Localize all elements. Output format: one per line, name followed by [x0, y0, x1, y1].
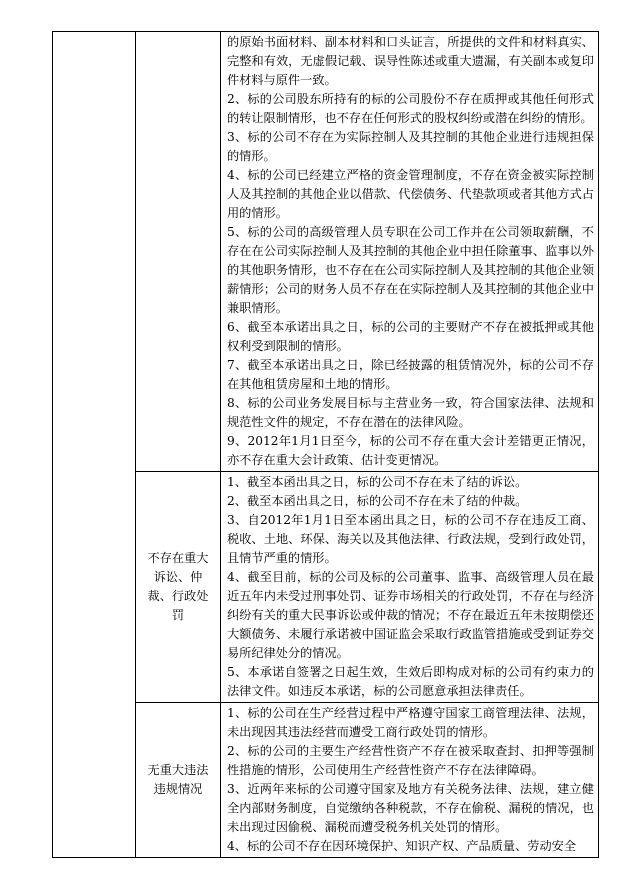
paragraph: 4、标的公司已经建立严格的资金管理制度，不存在资金被实际控制人及其控制的其他企业以借款、代偿债务、代垫款项或者其他方式占用的情形。 — [227, 168, 594, 220]
paragraph: 7、截至本承诺出具之日，除已经披露的租赁情况外，标的公司不存在其他租赁房屋和土地的情形。 — [227, 358, 594, 391]
paragraph: 1、截至本函出具之日，标的公司不存在未了结的诉讼。 — [227, 475, 528, 489]
paragraph: 2、标的公司的主要生产经营性资产不存在被采取查封、扣押等强制性措施的情形，公司使用生产经营性资产不存在法律障碍。 — [227, 744, 594, 777]
paragraph: 8、标的公司业务发展目标与主营业务一致，符合国家法律、法规和规范性文件的规定，不存在潜在的法律风险。 — [227, 396, 594, 429]
paragraph: 4、截至目前，标的公司及标的公司董事、监事、高级管理人员在最近五年内未受过刑事处罚、证券市场相关的行政处罚，不存在与经济纠纷有关的重大民事诉讼或仲裁的情况；不存在最近五年未按期偿还大额债务、未履行承诺被中国证监会采取行政监管措施或受到证券交易所纪律处分的情况。 — [227, 570, 594, 660]
party-cell — [53, 32, 136, 858]
paragraph: 3、近两年来标的公司遵守国家及地方有关税务法律、法规，建立健全内部财务制度，自觉缴纳各种税款，不存在偷税、漏税的情况，也未出现过因偷税、漏税而遭受税务机关处罚的情形。 — [227, 782, 594, 834]
paragraph: 2、截至本函出具之日，标的公司不存在未了结的仲裁。 — [227, 494, 528, 508]
category-label-violations: 无重大违法违规情况 — [136, 703, 221, 858]
commitment-content-cell — [221, 703, 599, 858]
paragraph: 3、自2012年1月1日至本函出具之日，标的公司不存在违反工商、税收、土地、环保、海关以及其他法律、行政法规，受到行政处罚，且情节严重的情形。 — [227, 513, 594, 565]
category-label-litigation: 不存在重大诉讼、仲裁、行政处罚 — [136, 472, 221, 703]
paragraph: 1、标的公司在生产经营过程中严格遵守国家工商管理法律、法规，未出现因其违法经营而遭受工商行政处罚的情形。 — [227, 706, 594, 739]
paragraph: 4、标的公司不存在因环境保护、知识产权、产品质量、劳动安全 — [227, 839, 577, 853]
paragraph: 的原始书面材料、副本材料和口头证言，所提供的文件和材料真实、完整和有效，无虚假记载、误导性陈述或重大遗漏，有关副本或复印件材料与原件一致。 — [227, 35, 594, 87]
commitment-content-cell — [221, 472, 599, 703]
paragraph: 2、标的公司股东所持有的标的公司股份不存在质押或其他任何形式的转让限制情形，也不存在任何形式的股权纠纷或潜在纠纷的情形。 — [227, 92, 594, 125]
commitment-table — [52, 31, 599, 858]
paragraph: 5、本承诺自签署之日起生效，生效后即构成对标的公司有约束力的法律文件。如违反本承诺，标的公司愿意承担法律责任。 — [227, 665, 594, 698]
paragraph: 9、2012年1月1日至今，标的公司不存在重大会计差错更正情况，亦不存在重大会计政策、估计变更情况。 — [227, 434, 594, 467]
table-row — [53, 32, 599, 472]
paragraph: 5、标的公司的高级管理人员专职在公司工作并在公司领取薪酬，不存在在公司实际控制人及其控制的其他企业中担任除董事、监事以外的其他职务情形，也不存在在公司实际控制人及其控制的其他企业领薪情形；公司的财务人员不存在在实际控制人及其控制的其他企业中兼职情形。 — [227, 225, 594, 315]
paragraph: 6、截至本承诺出具之日，标的公司的主要财产不存在被抵押或其他权利受到限制的情形。 — [227, 320, 594, 353]
commitment-content-cell — [221, 32, 599, 472]
paragraph: 3、标的公司不存在为实际控制人及其控制的其他企业进行违规担保的情形。 — [227, 130, 594, 163]
category-cell-empty — [136, 32, 221, 472]
